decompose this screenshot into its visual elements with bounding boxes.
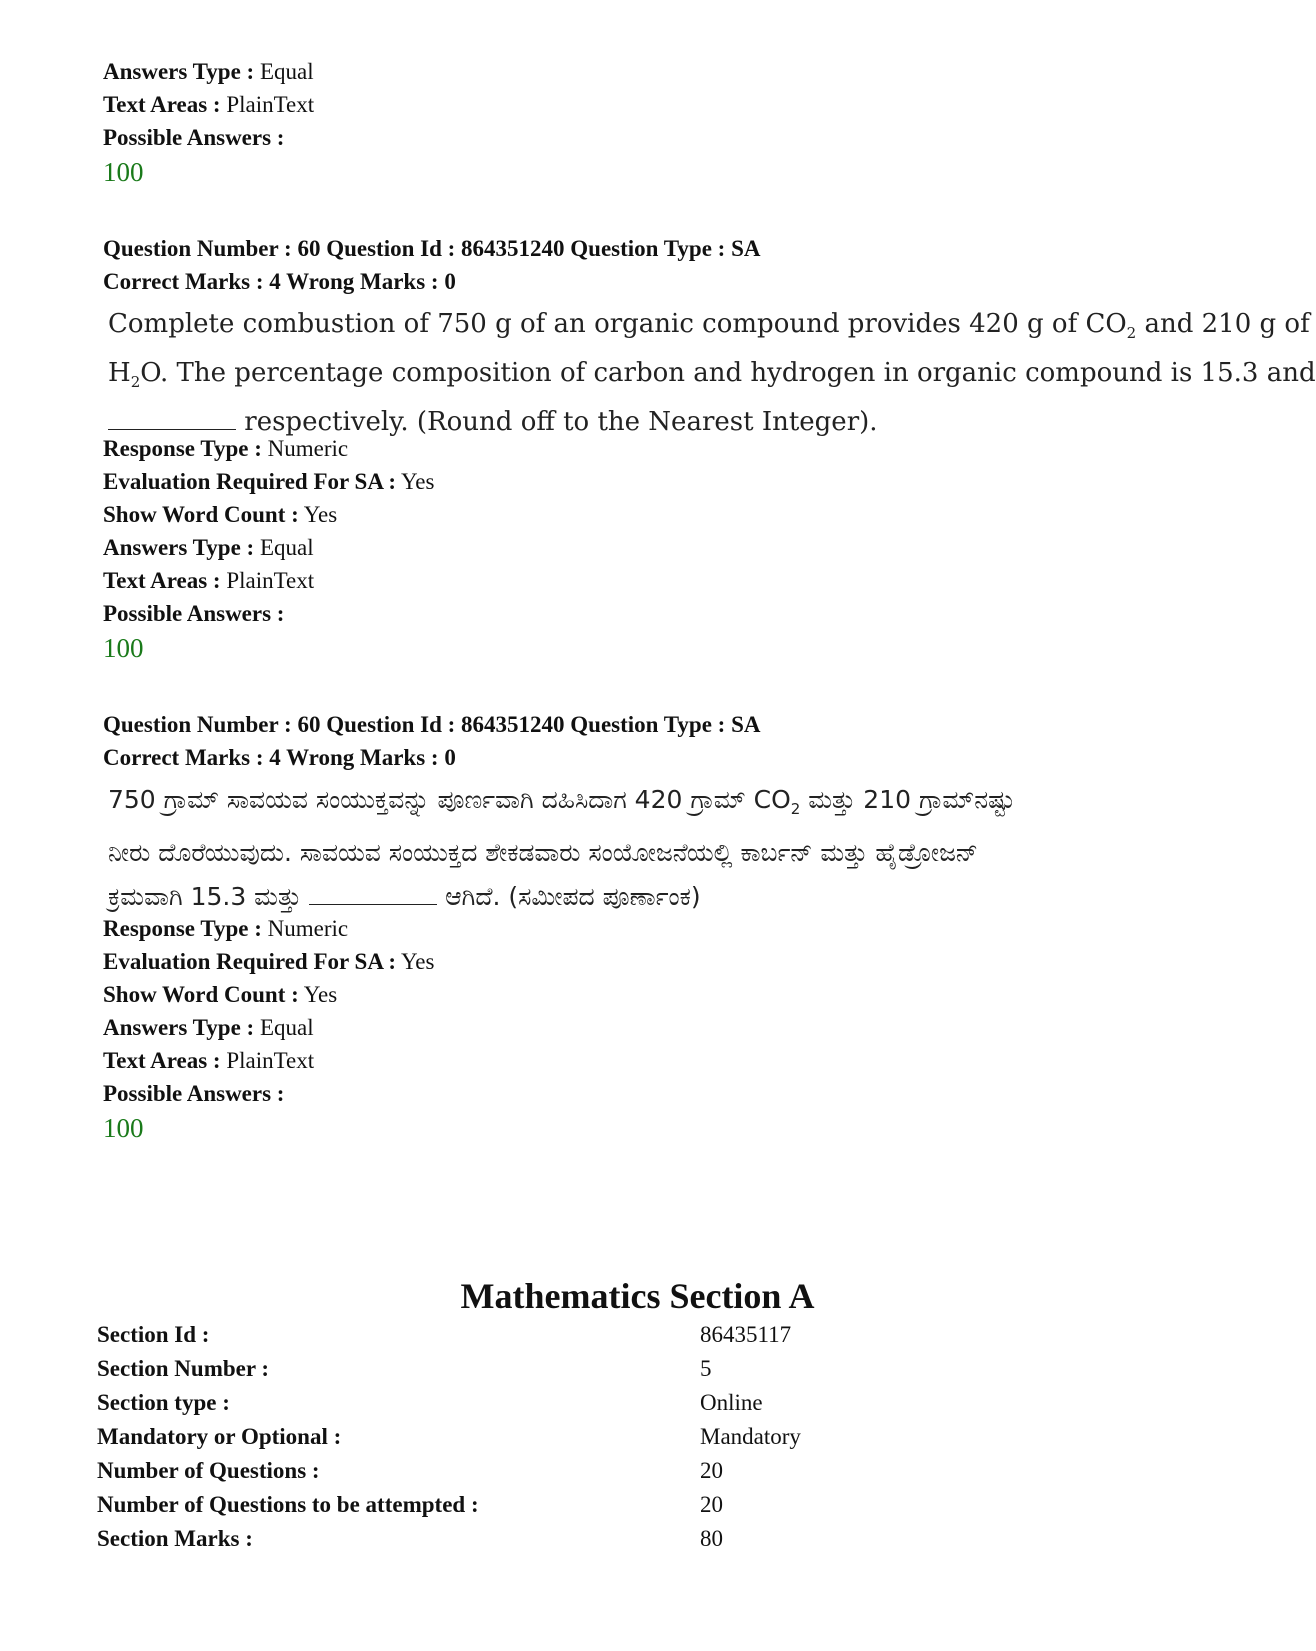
evaluation-required-line: Evaluation Required For SA : Yes <box>103 469 435 494</box>
possible-answer-value: 100 <box>103 633 144 663</box>
questions-to-attempt-value: 20 <box>700 1492 723 1517</box>
answer-blank <box>108 407 236 430</box>
show-word-count-line: Show Word Count : Yes <box>103 502 338 527</box>
evaluation-required-line: Evaluation Required For SA : Yes <box>103 949 435 974</box>
answers-type-line: Answers Type : Equal <box>103 1015 314 1040</box>
text-areas-line: Text Areas : PlainText <box>103 568 315 593</box>
response-type-line: Response Type : Numeric <box>103 916 349 941</box>
answer-blank <box>309 882 437 905</box>
section-type-value: Online <box>700 1390 763 1415</box>
text-areas-line: Text Areas : PlainText <box>103 1048 315 1073</box>
section-id-value: 86435117 <box>700 1322 792 1347</box>
mandatory-value: Mandatory <box>700 1424 801 1449</box>
mandatory-label: Mandatory or Optional : <box>97 1424 342 1449</box>
section-marks-value: 80 <box>700 1526 723 1551</box>
possible-answers-line: Possible Answers : <box>103 1081 285 1106</box>
section-id-label: Section Id : <box>97 1322 210 1347</box>
section-type-label: Section type : <box>97 1390 230 1415</box>
response-type-line: Response Type : Numeric <box>103 436 349 461</box>
answers-type-line: Answers Type : Equal <box>103 59 314 84</box>
section-number-label: Section Number : <box>97 1356 270 1381</box>
possible-answers-line: Possible Answers : <box>103 601 285 626</box>
question-header: Question Number : 60 Question Id : 864351240 Question Type : SA <box>103 236 761 261</box>
possible-answers-line: Possible Answers : <box>103 125 285 150</box>
text-areas-line: Text Areas : PlainText <box>103 92 315 117</box>
number-of-questions-value: 20 <box>700 1458 723 1483</box>
question-text: Complete combustion of 750 g of an organic compound provides 420 g of $CO_2$ and 210 g of $H_2O$. The percentage composition of carbon and hydrogen in organic compound is 15.3 and respectively. (Round off to the Nearest Integer). <box>108 309 1316 438</box>
show-word-count-line: Show Word Count : Yes <box>103 982 338 1007</box>
questions-to-attempt-label: Number of Questions to be attempted : <box>97 1492 479 1517</box>
number-of-questions-label: Number of Questions : <box>97 1458 320 1483</box>
possible-answer-value: 100 <box>103 157 144 187</box>
section-marks-label: Section Marks : <box>97 1526 253 1551</box>
answers-type-line: Answers Type : Equal <box>103 535 314 560</box>
question-marks: Correct Marks : 4 Wrong Marks : 0 <box>103 745 456 770</box>
question-marks: Correct Marks : 4 Wrong Marks : 0 <box>103 269 456 294</box>
question-text-kannada: 750 ಗ್ರಾಮ್ ಸಾವಯವ ಸಂಯುಕ್ತವನ್ನು ಪೂರ್ಣವಾಗಿ ದಹಿಸಿದಾಗ 420 ಗ್ರಾಮ್ $CO_2$ ಮತ್ತು 210 ಗ್ರಾಮ್‌ನಷ್ಟು ನೀರು ದೊರೆಯುವುದು. ಸಾವಯವ ಸಂಯುಕ್ತದ ಶೇಕಡವಾರು ಸಂಯೋಜನೆಯಲ್ಲಿ ಕಾರ್ಬನ್ ಮತ್ತು ಹೈಡ್ರೋಜನ್ ಕ್ರಮವಾಗಿ 15.3 ಮತ್ತು ಆಗಿದೆ. (ಸಮೀಪದ ಪೂರ್ಣಾಂಕ) <box>108 785 1015 911</box>
section-title: Mathematics Section A <box>460 1276 815 1316</box>
section-number-value: 5 <box>700 1356 712 1381</box>
question-header: Question Number : 60 Question Id : 864351240 Question Type : SA <box>103 712 761 737</box>
possible-answer-value: 100 <box>103 1113 144 1143</box>
